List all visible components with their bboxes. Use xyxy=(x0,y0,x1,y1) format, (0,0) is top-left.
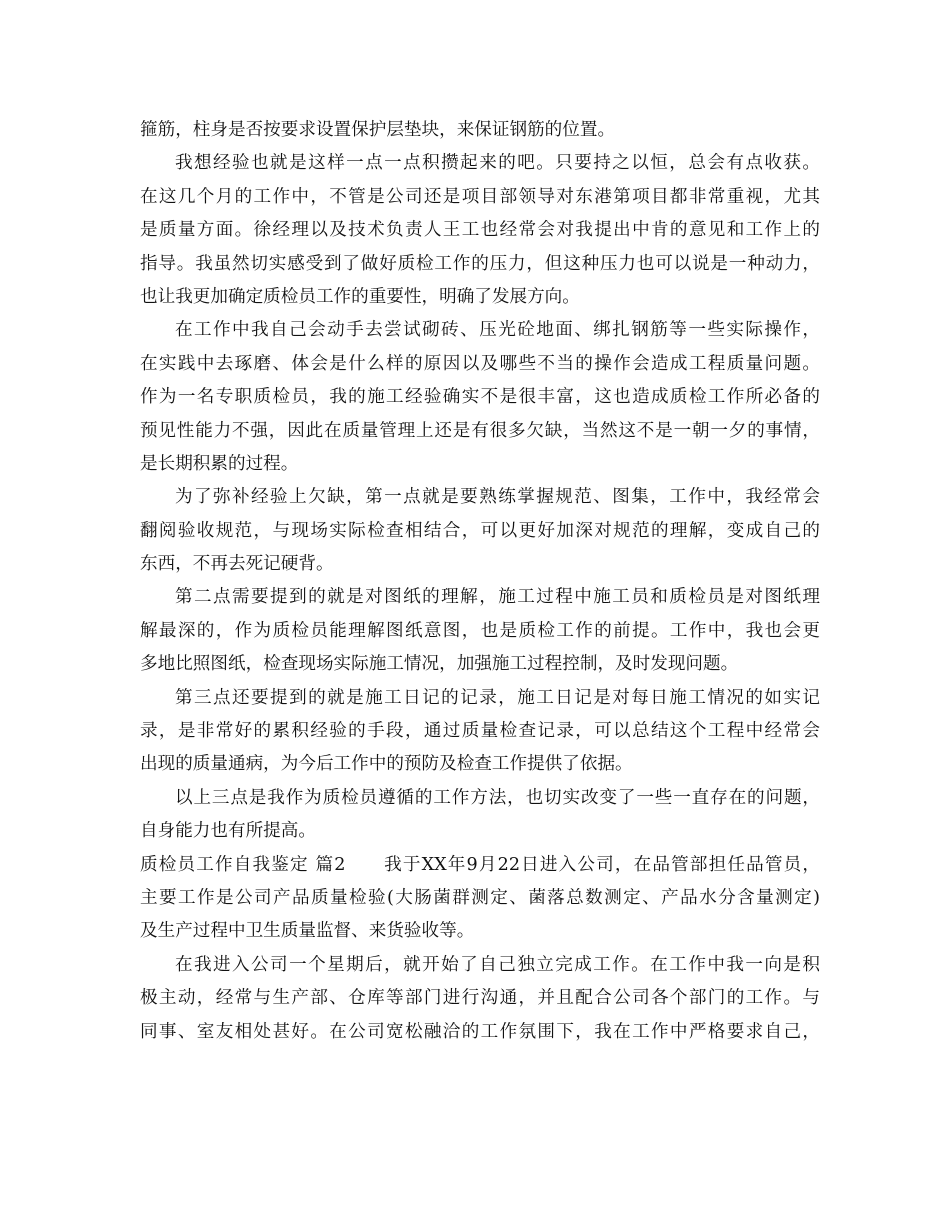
text-line: 以上三点是我作为质检员遵循的工作方法，也切实改变了一些一直存在的问题， xyxy=(175,787,820,808)
text-line: 指导。我虽然切实感受到了做好质检工作的压力，但这种压力也可以说是一种动力， xyxy=(140,253,820,274)
text-line: 预见性能力不强，因此在质量管理上还是有很多欠缺，当然这不是一朝一夕的事情， xyxy=(140,420,820,441)
text-line: 第二点需要提到的就是对图纸的理解，施工过程中施工员和质检员是对图纸理 xyxy=(175,587,820,608)
text-line: 第三点还要提到的就是施工日记的记录，施工日记是对每日施工情况的如实记 xyxy=(175,687,820,708)
text-line: 我想经验也就是这样一点一点积攒起来的吧。只要持之以恒，总会有点收获。 xyxy=(175,153,820,174)
text-line: 出现的质量通病，为今后工作中的预防及检查工作提供了依据。 xyxy=(140,754,633,775)
text-line: 是质量方面。徐经理以及技术负责人王工也经常会对我提出中肯的意见和工作上的 xyxy=(140,220,820,241)
text-line: 及生产过程中卫生质量监督、来货验收等。 xyxy=(140,921,475,942)
text-line: 在工作中我自己会动手去尝试砌砖、压光砼地面、绑扎钢筋等一些实际操作， xyxy=(175,320,820,341)
text-line: 翻阅验收规范，与现场实际检查相结合，可以更好加深对规范的理解，变成自己的 xyxy=(140,520,820,541)
text-line: 在这几个月的工作中，不管是公司还是项目部领导对东港第项目都非常重视，尤其 xyxy=(140,186,820,207)
text-line: 东西，不再去死记硬背。 xyxy=(140,554,334,575)
text-line: 作为一名专职质检员，我的施工经验确实不是很丰富，这也造成质检工作所必备的 xyxy=(140,387,820,408)
text-line: 箍筋，柱身是否按要求设置保护层垫块，来保证钢筋的位置。 xyxy=(140,120,616,140)
text-line: 解最深的，作为质检员能理解图纸意图，也是质检工作的前提。工作中，我也会更 xyxy=(140,620,820,641)
text-line: 是长期积累的过程。 xyxy=(140,453,299,474)
text-line: 同事、室友相处甚好。在公司宽松融洽的工作氛围下，我在工作中严格要求自己， xyxy=(140,1021,820,1042)
text-line: 为了弥补经验上欠缺，第一点就是要熟练掌握规范、图集，工作中，我经常会 xyxy=(175,487,820,508)
text-line: 自身能力也有所提高。 xyxy=(140,821,316,842)
text-line: 多地比照图纸，检查现场实际施工情况，加强施工过程控制，及时发现问题。 xyxy=(140,654,739,675)
text-line: 质检员工作自我鉴定 篇2 我于XX年9月22日进入公司，在品管部担任品管员， xyxy=(140,854,820,875)
text-line: 录，是非常好的累积经验的手段，通过质量检查记录，可以总结这个工程中经常会 xyxy=(140,721,820,742)
text-line: 也让我更加确定质检员工作的重要性，明确了发展方向。 xyxy=(140,286,580,307)
text-line: 在实践中去琢磨、体会是什么样的原因以及哪些不当的操作会造成工程质量问题。 xyxy=(140,353,820,374)
text-line: 主要工作是公司产品质量检验(大肠菌群测定、菌落总数测定、产品水分含量测定) xyxy=(140,887,820,908)
text-line: 在我进入公司一个星期后，就开始了自己独立完成工作。在工作中我一向是积 xyxy=(175,954,820,975)
document-body xyxy=(140,114,820,1049)
text-line: 极主动，经常与生产部、仓库等部门进行沟通，并且配合公司各个部门的工作。与 xyxy=(140,988,820,1009)
